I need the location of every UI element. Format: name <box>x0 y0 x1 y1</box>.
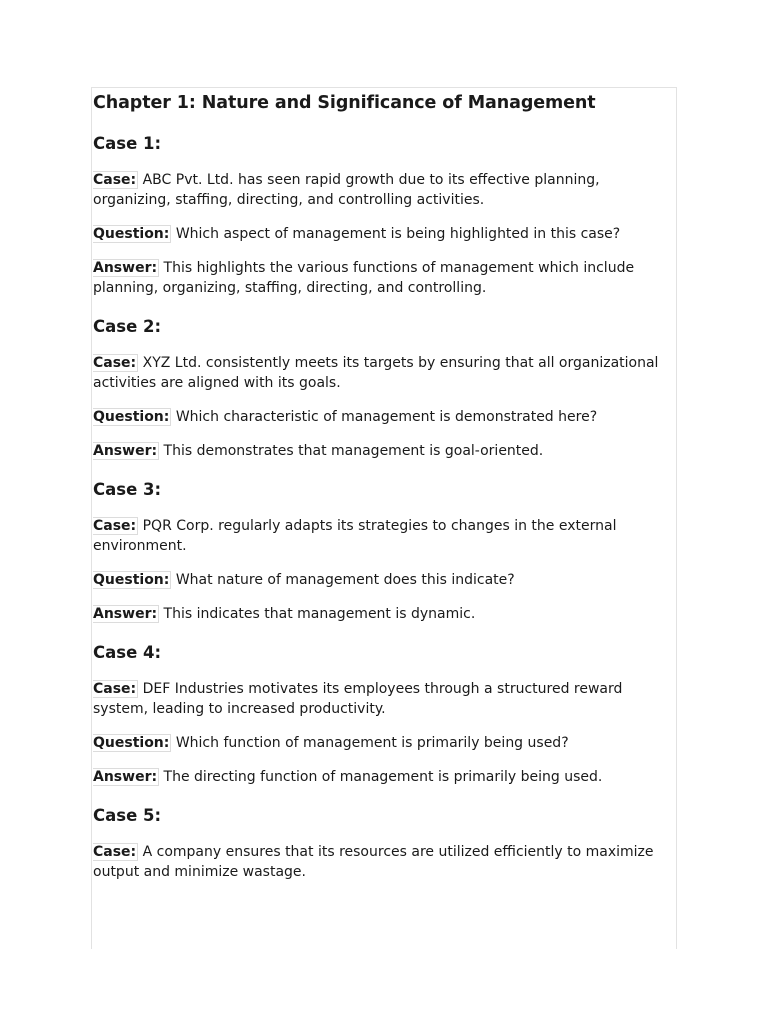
answer-label: Answer: <box>93 606 158 622</box>
question-text: Which function of management is primarily being used? <box>175 735 569 751</box>
case-block-1 <box>93 132 676 298</box>
case-heading: Case 3: <box>93 480 162 499</box>
case-label: Case: <box>93 518 137 534</box>
case-label: Case: <box>93 844 137 860</box>
answer-text: This demonstrates that management is goal-oriented. <box>163 443 544 459</box>
case-block-3 <box>93 478 676 624</box>
case-block-4 <box>93 641 676 787</box>
case-text: A company ensures that its resources are utilized efficiently to maximize output and minimize wastage. <box>93 844 654 880</box>
answer-text: This indicates that management is dynamic. <box>163 606 476 622</box>
question-label: Question: <box>93 735 170 751</box>
case-paragraph <box>93 353 676 393</box>
question-paragraph <box>93 224 676 244</box>
question-text: What nature of management does this indicate? <box>175 572 515 588</box>
question-paragraph <box>93 733 676 753</box>
question-label: Question: <box>93 572 170 588</box>
question-paragraph <box>93 407 676 427</box>
case-block-2 <box>93 315 676 461</box>
case-paragraph <box>93 516 676 556</box>
answer-paragraph <box>93 604 676 624</box>
document-page <box>91 87 677 949</box>
case-label: Case: <box>93 172 137 188</box>
case-heading: Case 1: <box>93 134 162 153</box>
document-content <box>92 91 676 882</box>
case-text: ABC Pvt. Ltd. has seen rapid growth due to its effective planning, organizing, staffing, directing, and controlling activities. <box>93 172 600 208</box>
case-text: PQR Corp. regularly adapts its strategies to changes in the external environment. <box>93 518 617 554</box>
case-text: DEF Industries motivates its employees through a structured reward system, leading to increased productivity. <box>93 681 623 717</box>
question-label: Question: <box>93 409 170 425</box>
case-text: XYZ Ltd. consistently meets its targets by ensuring that all organizational activities are aligned with its goals. <box>93 355 659 391</box>
question-text: Which aspect of management is being highlighted in this case? <box>175 226 621 242</box>
case-paragraph <box>93 842 676 882</box>
chapter-title: Chapter 1: Nature and Significance of Management <box>93 93 596 113</box>
case-paragraph <box>93 679 676 719</box>
case-label: Case: <box>93 681 137 697</box>
answer-label: Answer: <box>93 443 158 459</box>
case-label: Case: <box>93 355 137 371</box>
question-paragraph <box>93 570 676 590</box>
case-heading: Case 2: <box>93 317 162 336</box>
case-block-5 <box>93 804 676 882</box>
question-label: Question: <box>93 226 170 242</box>
case-heading: Case 4: <box>93 643 162 662</box>
answer-text: This highlights the various functions of management which include planning, organizing, staffing, directing, and controlling. <box>93 260 635 296</box>
question-text: Which characteristic of management is demonstrated here? <box>175 409 598 425</box>
answer-paragraph <box>93 258 676 298</box>
answer-label: Answer: <box>93 769 158 785</box>
answer-paragraph <box>93 441 676 461</box>
case-heading: Case 5: <box>93 806 162 825</box>
answer-label: Answer: <box>93 260 158 276</box>
case-paragraph <box>93 170 676 210</box>
answer-paragraph <box>93 767 676 787</box>
answer-text: The directing function of management is primarily being used. <box>163 769 603 785</box>
